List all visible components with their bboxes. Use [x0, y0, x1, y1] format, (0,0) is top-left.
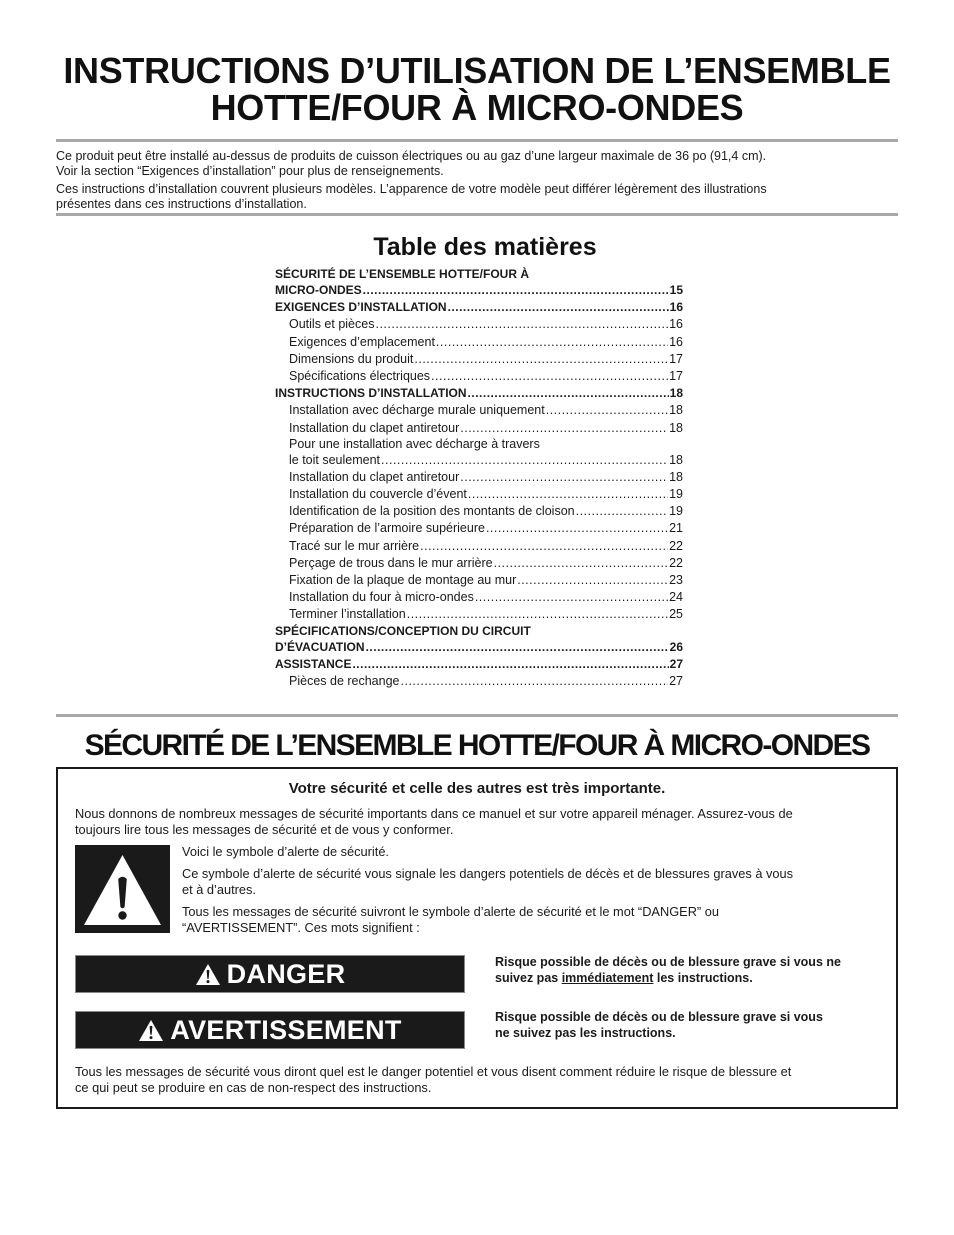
toc-entry-label: MICRO-ONDES [275, 283, 362, 297]
toc-leader-dots [486, 520, 668, 537]
toc-entry-label: Exigences d’emplacement [289, 334, 435, 349]
toc-entry-page: 22 [669, 555, 683, 570]
toc-entry [275, 572, 683, 589]
intro-line: Voir la section “Exigences d’installation” pour plus de renseignements. [56, 164, 444, 178]
toc-entry [275, 606, 683, 623]
toc-entry-page: 17 [669, 351, 683, 366]
warning-bar [75, 1011, 465, 1049]
symbol-description-line: et à d’autres. [182, 882, 256, 897]
toc-entry-page: 21 [669, 521, 683, 536]
toc-entry [275, 673, 683, 690]
safety-box [56, 767, 898, 1109]
toc-leader-dots [407, 606, 668, 623]
intro-line: présentes dans ces instructions d’installation. [56, 197, 307, 211]
intro-paragraph-1 [56, 149, 898, 179]
symbol-text: Voici le symbole d’alerte de sécurité. [182, 844, 389, 859]
toc-entry-label: Installation du four à micro-ondes [289, 590, 474, 605]
warning-description [495, 1009, 890, 1041]
intro-line: Ce produit peut être installé au-dessus de produits de cuisson électriques ou au gaz d’une largeur maximale de 36 po (91,4 cm). [56, 149, 767, 163]
toc-entry-page: 26 [669, 639, 683, 654]
toc-leader-dots [460, 469, 668, 486]
danger-description-line: Risque possible de décès ou de blessure grave si vous ne [495, 955, 841, 969]
toc-entry-label: ASSISTANCE [275, 656, 352, 671]
toc-entry [275, 538, 683, 555]
toc-leader-dots [366, 639, 669, 656]
toc-entry-page: 18 [669, 469, 683, 484]
toc-entry-page: 15 [669, 283, 683, 297]
toc-entry-page: 22 [669, 538, 683, 553]
toc-entry [275, 385, 683, 402]
toc-entry [275, 555, 683, 572]
safety-intro-line: toujours lire tous les messages de sécurité et de vous y conformer. [75, 822, 454, 837]
danger-label: DANGER [226, 958, 346, 989]
toc-entry [275, 469, 683, 486]
toc-entry [275, 420, 683, 437]
toc-leader-dots [468, 486, 668, 503]
toc-leader-dots [420, 538, 668, 555]
safety-heading: Votre sécurité et celle des autres est très importante. [288, 780, 666, 797]
danger-description-emphasis: immédiatement [561, 971, 654, 985]
toc-leader-dots [546, 402, 668, 419]
toc-leader-dots [431, 368, 668, 385]
symbol-description [182, 866, 872, 898]
toc-entry-label: Pièces de rechange [289, 673, 400, 688]
toc-entry [275, 639, 683, 656]
intro-line: Ces instructions d’installation couvrent plusieurs modèles. L’apparence de votre modèle peut différer légèrement des illustrations [56, 182, 767, 196]
toc-entry-page: 16 [669, 317, 683, 332]
toc-entry-label: Installation du couvercle d’évent [289, 487, 467, 502]
toc-entry-label: Installation avec décharge murale uniquement [289, 403, 545, 418]
safety-section-title: SÉCURITÉ DE L’ENSEMBLE HOTTE/FOUR À MICRO-ONDES [84, 729, 870, 762]
danger-description-pre: suivez pas [495, 971, 562, 985]
toc-entry [275, 351, 683, 368]
signal-words-line: “AVERTISSEMENT”. Ces mots signifient : [182, 920, 420, 935]
toc-entry-page: 27 [669, 673, 683, 688]
title-line-1: INSTRUCTIONS D’UTILISATION DE L’ENSEMBLE [63, 50, 891, 91]
toc-entry [275, 520, 683, 537]
toc-entry-label: Installation du clapet antiretour [289, 420, 460, 435]
toc-entry [275, 299, 683, 316]
toc-leader-dots [468, 385, 669, 402]
toc-entry-label: INSTRUCTIONS D’INSTALLATION [275, 386, 467, 401]
toc-entry-page: 27 [669, 656, 683, 671]
toc-entry-label: Spécifications électriques [289, 368, 431, 383]
toc-leader-dots [517, 572, 668, 589]
toc-leader-dots [460, 420, 668, 437]
toc-entry-page: 19 [669, 487, 683, 502]
danger-description [495, 954, 890, 986]
intro-paragraph-2 [56, 182, 898, 212]
toc-entry-page: 18 [669, 452, 683, 467]
toc-leader-dots [494, 555, 669, 572]
section-divider [56, 714, 898, 717]
toc-entry-page: 18 [669, 386, 683, 401]
toc-entry-label: Terminer l’installation [289, 607, 406, 622]
toc-leader-dots [401, 673, 669, 690]
toc-entry-page: 18 [669, 403, 683, 418]
toc-entry [275, 368, 683, 385]
toc-entry-page: 16 [669, 300, 683, 315]
safety-footer [75, 1064, 887, 1096]
top-divider [56, 139, 898, 142]
toc-entry-label: Préparation de l’armoire supérieure [289, 521, 485, 536]
toc-entry-page: 23 [669, 573, 683, 587]
signal-words-line: Tous les messages de sécurité suivront le symbole d’alerte de sécurité et le mot “DANGER” ou [182, 904, 719, 919]
toc-entry-label: Pour une installation avec décharge à travers [289, 436, 540, 451]
toc-entry [275, 624, 683, 639]
warning-triangle-icon [138, 1019, 164, 1042]
toc-entry-page: 25 [669, 607, 683, 622]
toc-title: Table des matières [373, 233, 597, 261]
symbol-description-line: Ce symbole d’alerte de sécurité vous signale les dangers potentiels de décès et de blessures graves à vous [182, 866, 794, 881]
toc-leader-dots [363, 282, 669, 299]
toc-entry-page: 17 [669, 368, 683, 383]
warning-triangle-icon [195, 963, 221, 986]
toc-entry-label: SÉCURITÉ DE L’ENSEMBLE HOTTE/FOUR À [275, 267, 530, 281]
toc-entry [275, 486, 683, 503]
toc-leader-dots [475, 589, 668, 606]
toc-entry-label: Identification de la position des montants de cloison [289, 504, 575, 519]
toc-entry [275, 452, 683, 469]
toc-entry [275, 503, 683, 520]
signal-words-intro [182, 904, 872, 936]
toc-leader-dots [436, 334, 668, 351]
toc-leader-dots [375, 316, 668, 333]
table-of-contents [275, 267, 683, 690]
toc-entry-page: 19 [669, 504, 683, 519]
toc-entry-label: D’ÉVACUATION [275, 639, 365, 654]
toc-entry [275, 402, 683, 419]
toc-entry-label: Installation du clapet antiretour [289, 469, 460, 484]
toc-leader-dots [414, 351, 668, 368]
toc-entry [275, 334, 683, 351]
toc-entry-page: 18 [669, 420, 683, 435]
toc-entry-label: Outils et pièces [289, 317, 375, 332]
toc-entry [275, 437, 683, 452]
toc-entry-label: EXIGENCES D’INSTALLATION [275, 300, 447, 315]
toc-entry-label: le toit seulement [289, 452, 381, 467]
danger-description-post: les instructions. [653, 971, 753, 985]
toc-entry [275, 282, 683, 299]
toc-entry-page: 16 [669, 334, 683, 349]
toc-leader-dots [576, 503, 668, 520]
toc-entry-label: Dimensions du produit [289, 351, 414, 366]
safety-footer-line: Tous les messages de sécurité vous diront quel est le danger potentiel et vous disent comment réduire le risque de blessure et [75, 1064, 792, 1079]
toc-entry [275, 267, 683, 282]
toc-entry-label: Fixation de la plaque de montage au mur [289, 573, 517, 587]
toc-entry-label: SPÉCIFICATIONS/CONCEPTION DU CIRCUIT [275, 623, 531, 638]
warning-label: AVERTISSEMENT [170, 1014, 402, 1045]
toc-entry [275, 656, 683, 673]
title-line-2: HOTTE/FOUR À MICRO-ONDES [210, 87, 744, 128]
document-title [56, 52, 898, 126]
warning-triangle-icon [75, 845, 170, 933]
safety-intro-line: Nous donnons de nombreux messages de sécurité importants dans ce manuel et sur votre appareil ménager. Assurez-vous de [75, 806, 793, 821]
toc-entry-page: 24 [669, 590, 683, 605]
toc-entry-label: Tracé sur le mur arrière [289, 538, 420, 553]
toc-leader-dots [448, 299, 669, 316]
safety-intro [75, 806, 887, 838]
toc-leader-dots [381, 452, 668, 469]
toc-leader-dots [352, 656, 668, 673]
warning-description-line: Risque possible de décès ou de blessure grave si vous [495, 1010, 823, 1024]
toc-entry [275, 589, 683, 606]
toc-entry-label: Perçage de trous dans le mur arrière [289, 555, 493, 570]
warning-description-line: ne suivez pas les instructions. [495, 1026, 676, 1040]
intro-divider [56, 213, 898, 216]
toc-entry [275, 316, 683, 333]
danger-bar [75, 955, 465, 993]
safety-footer-line: ce qui peut se produire en cas de non-respect des instructions. [75, 1080, 432, 1095]
